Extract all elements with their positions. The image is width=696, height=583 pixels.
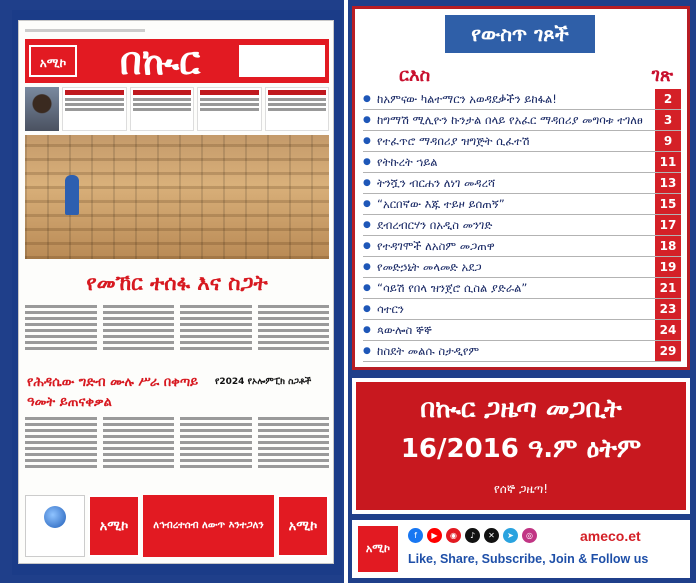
cover-photo-fertilizer-sacks <box>25 135 329 259</box>
cover-bottom-banner: ለኅብረተሰብ ለውጥ እንተጋለን <box>143 495 274 557</box>
toc-item-title: “ሳይሽ የበላ ዝንጀሮ ሲስል ያድራል” <box>377 281 528 295</box>
teaser-box <box>130 87 195 131</box>
cover-bottom-logo: አሚኮ <box>277 495 329 557</box>
x-icon[interactable]: ✕ <box>484 528 499 543</box>
cover-sub-headline-dam: የሕዳሴው ግድብ ሙሉ ሥራ በቀጣይ ዓመት ይጠናቀቃል <box>27 375 199 410</box>
telegram-icon[interactable]: ➤ <box>503 528 518 543</box>
toc-item-page: 17 <box>655 215 681 235</box>
bullet-icon: ● <box>363 94 371 104</box>
toc-item-title: የተዳገሞች ለአስም መጋጠዋ <box>377 239 495 253</box>
cover-text-columns-lower <box>25 417 329 491</box>
facebook-icon[interactable]: f <box>408 528 423 543</box>
photo-person <box>65 175 79 215</box>
table-of-contents <box>352 6 690 370</box>
toc-item[interactable] <box>363 341 681 362</box>
bullet-icon: ● <box>363 262 371 272</box>
toc-item-title: ደብረብርሃን በአዲስ መንገድ <box>377 218 493 232</box>
masthead-title: በኲር <box>119 39 201 83</box>
toc-item-title: ከስደት መልሱ ስታዲየም <box>377 344 480 358</box>
cover-sub-headline-olympics: የ2024 የኦሎምፒክ ስጋቶች <box>215 377 312 387</box>
toc-item-page: 29 <box>655 341 681 361</box>
toc-item-page: 3 <box>655 110 681 130</box>
toc-item[interactable] <box>363 131 681 152</box>
toc-item-page: 15 <box>655 194 681 214</box>
globe-icon <box>25 495 85 557</box>
footer <box>352 520 690 578</box>
tiktok-icon[interactable]: ♪ <box>465 528 480 543</box>
toc-item-page: 2 <box>655 89 681 109</box>
toc-item[interactable] <box>363 278 681 299</box>
banner-line-newspaper-month: በኲር ጋዜጣ መጋቢት <box>420 394 622 424</box>
toc-item-page: 24 <box>655 320 681 340</box>
instagram-icon[interactable]: ◎ <box>522 528 537 543</box>
toc-item[interactable] <box>363 173 681 194</box>
newspaper-cover[interactable] <box>18 20 334 564</box>
podcast-icon[interactable]: ◉ <box>446 528 461 543</box>
toc-item[interactable] <box>363 89 681 110</box>
toc-item[interactable] <box>363 194 681 215</box>
bullet-icon: ● <box>363 136 371 146</box>
toc-item[interactable] <box>363 299 681 320</box>
toc-item[interactable] <box>363 257 681 278</box>
toc-item-title: የመድኃኒት መላመድ አደጋ <box>377 260 482 274</box>
banner-line-issue-date: 16/2016 ዓ.ም ዕትም <box>400 434 642 464</box>
ameco-logo: አሚኮ <box>358 526 398 572</box>
toc-item-title: ከግማሽ ሚሊዮን ኩንታል በላይ የአፈር ማዳበሪያ መግባቱ ተገለፀ <box>377 113 643 127</box>
cover-text-columns <box>25 305 329 369</box>
toc-title: የውስጥ ገጾች <box>445 15 595 53</box>
follow-us-text: Like, Share, Subscribe, Join & Follow us <box>408 552 649 566</box>
toc-item-page: 18 <box>655 236 681 256</box>
bullet-icon: ● <box>363 283 371 293</box>
teaser-row <box>25 87 329 131</box>
bullet-icon: ● <box>363 220 371 230</box>
masthead-date-box <box>239 45 325 77</box>
issue-banner <box>352 378 690 514</box>
portrait-photo <box>25 87 59 131</box>
toc-column-page-header: ገጽ <box>651 65 673 86</box>
cover-bottom-logo: አሚኮ <box>88 495 140 557</box>
bullet-icon: ● <box>363 157 371 167</box>
toc-item-title: ሳተርን <box>377 302 404 316</box>
toc-column-title-header: ርእስ <box>399 65 431 86</box>
toc-item-title: “አርበኛው እጁ ተይዞ ይሰጠኝ” <box>377 197 505 211</box>
toc-item-title: ጳውሎስ ኞኞ <box>377 323 432 337</box>
toc-list <box>363 89 681 362</box>
teaser-box <box>265 87 330 131</box>
toc-item-page: 21 <box>655 278 681 298</box>
social-icons-row <box>408 528 537 543</box>
cover-main-headline: የመኸር ተሰፋ እና ስጋት <box>86 271 268 295</box>
bullet-icon: ● <box>363 178 371 188</box>
bullet-icon: ● <box>363 304 371 314</box>
teaser-box <box>197 87 262 131</box>
toc-item-page: 11 <box>655 152 681 172</box>
toc-item[interactable] <box>363 320 681 341</box>
banner-line-monday-paper: የሰኞ ጋዜጣ! <box>493 482 549 496</box>
youtube-icon[interactable]: ▶ <box>427 528 442 543</box>
masthead <box>25 39 329 83</box>
toc-item-title: ከአምናው ካልተማርን አወዳደቃችን ይከፋል! <box>377 92 557 106</box>
toc-item[interactable] <box>363 152 681 173</box>
bullet-icon: ● <box>363 115 371 125</box>
masthead-logo: አሚኮ <box>29 45 77 77</box>
toc-item-page: 23 <box>655 299 681 319</box>
bullet-icon: ● <box>363 199 371 209</box>
bullet-icon: ● <box>363 241 371 251</box>
cover-bottom-strip <box>25 495 329 557</box>
toc-item-title: የተፈጥሮ ማዳበሪያ ዝግጅት ሲፈተሽ <box>377 134 530 148</box>
toc-item[interactable] <box>363 215 681 236</box>
toc-item[interactable] <box>363 110 681 131</box>
website-link[interactable]: ameco.et <box>580 528 641 544</box>
cover-top-strip <box>25 27 325 34</box>
bullet-icon: ● <box>363 346 371 356</box>
toc-item-page: 19 <box>655 257 681 277</box>
toc-item-page: 9 <box>655 131 681 151</box>
divider <box>344 0 348 583</box>
bullet-icon: ● <box>363 325 371 335</box>
toc-item-page: 13 <box>655 173 681 193</box>
teaser-box <box>62 87 127 131</box>
toc-item[interactable] <box>363 236 681 257</box>
toc-item-title: ትንሿን ብርሐን ለነገ መዳረሻ <box>377 176 496 190</box>
toc-item-title: የትኩረት ኀይል <box>377 155 438 169</box>
